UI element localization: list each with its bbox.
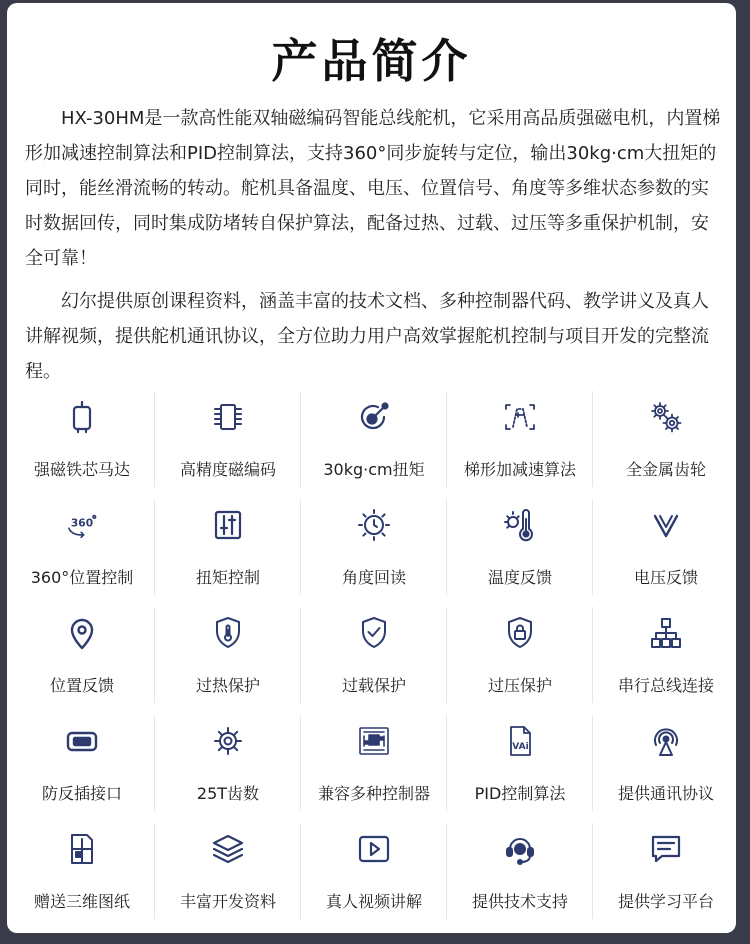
feature-label: 过载保护 [341,676,406,695]
connector-icon [64,723,100,759]
feature-label: 串行总线连接 [617,676,714,695]
feature-item [155,385,301,493]
ai-document-icon [502,723,538,759]
svg-text:VAi: VAi [512,742,529,752]
feature-label: 过热保护 [195,676,260,695]
feature-item [301,385,447,493]
thermometer-icon [502,507,538,543]
lock-shield-icon [502,615,538,651]
feature-label: 提供通讯协议 [617,784,714,803]
feature-item [9,385,155,493]
feature-item [301,817,447,925]
location-pin-icon [64,615,100,651]
feature-label: 过压保护 [487,676,552,695]
feature-item [155,493,301,601]
feature-item [447,493,593,601]
voltage-icon [648,507,684,543]
feature-item [9,601,155,709]
feature-label: 角度回读 [341,568,406,587]
blueprint-icon [64,831,100,867]
product-intro-card [7,3,736,933]
feature-label: 梯形加减速算法 [463,460,576,479]
feature-item [447,601,593,709]
feature-item [155,601,301,709]
feature-item [593,601,736,709]
intro-paragraph-2: 幻尔提供原创课程资料，涵盖丰富的技术文档、多种控制器代码、教学讲义及真人讲解视频，提供舵机通讯协议，全方位助力用户高效掌握舵机控制与项目开发的完整流程。 [25,291,709,382]
feature-item [301,709,447,817]
feature-item [447,385,593,493]
feature-label: 提供学习平台 [617,892,714,911]
chip-icon [210,399,246,435]
intro-paragraph-1: HX-30HM是一款高性能双轴磁编码智能总线舵机，它采用高品质强磁电机，内置梯形加减速控制算法和PID控制算法，支持360°同步旋转与定位，输出30kg·cm大扭矩的同时，能丝滑流畅的转动。舵机具备温度、电压、位置信号、角度等多维状态参数的实时数据回传，同时集成防堵转自保护算法，配备过热、过载、过压等多重保护机制，安全可靠！ [25,108,721,269]
feature-label: 真人视频讲解 [325,892,422,911]
feature-item [593,817,736,925]
feature-label: 25T齿数 [196,784,260,803]
feature-item [9,817,155,925]
gear-icon [210,723,246,759]
feature-item [301,601,447,709]
headset-icon [502,831,538,867]
feature-item [9,493,155,601]
feature-label: 强磁铁芯马达 [33,460,130,479]
feature-label: 位置反馈 [49,676,114,695]
feature-label: 丰富开发资料 [179,892,276,911]
torque-icon [356,399,392,435]
feature-item [593,709,736,817]
feature-item [301,493,447,601]
network-icon [648,615,684,651]
feature-label: 扭矩控制 [195,568,260,587]
video-icon [356,831,392,867]
feature-label: 提供技术支持 [471,892,568,911]
feature-item [155,709,301,817]
page-title: 产品简介 [271,34,472,88]
gears-icon [648,399,684,435]
chat-icon [648,831,684,867]
feature-label: 电压反馈 [633,568,698,587]
heat-shield-icon [210,615,246,651]
feature-item [447,817,593,925]
svg-text:360: 360 [70,516,94,530]
check-shield-icon [356,615,392,651]
feature-label: 赠送三维图纸 [33,892,130,911]
feature-grid [9,385,736,925]
feature-label: 兼容多种控制器 [317,784,430,803]
trapezoid-algorithm-icon [502,399,538,435]
feature-item [593,493,736,601]
board-icon [356,723,392,759]
feature-label: 高精度磁编码 [179,460,276,479]
motor-icon [64,399,100,435]
slider-control-icon [210,507,246,543]
angle-clock-icon [356,507,392,543]
feature-label: 全金属齿轮 [625,460,706,479]
intro-text [25,101,725,389]
layers-icon [210,831,246,867]
feature-item [447,709,593,817]
rotation-360-icon [64,507,100,543]
feature-label: 防反插接口 [41,784,122,803]
signal-icon [648,723,684,759]
feature-label: PID控制算法 [474,784,566,803]
feature-label: 温度反馈 [487,568,552,587]
feature-label: 360°位置控制 [30,568,134,587]
feature-item [155,817,301,925]
feature-item [9,709,155,817]
feature-item [593,385,736,493]
feature-label: 30kg·cm扭矩 [323,460,425,479]
